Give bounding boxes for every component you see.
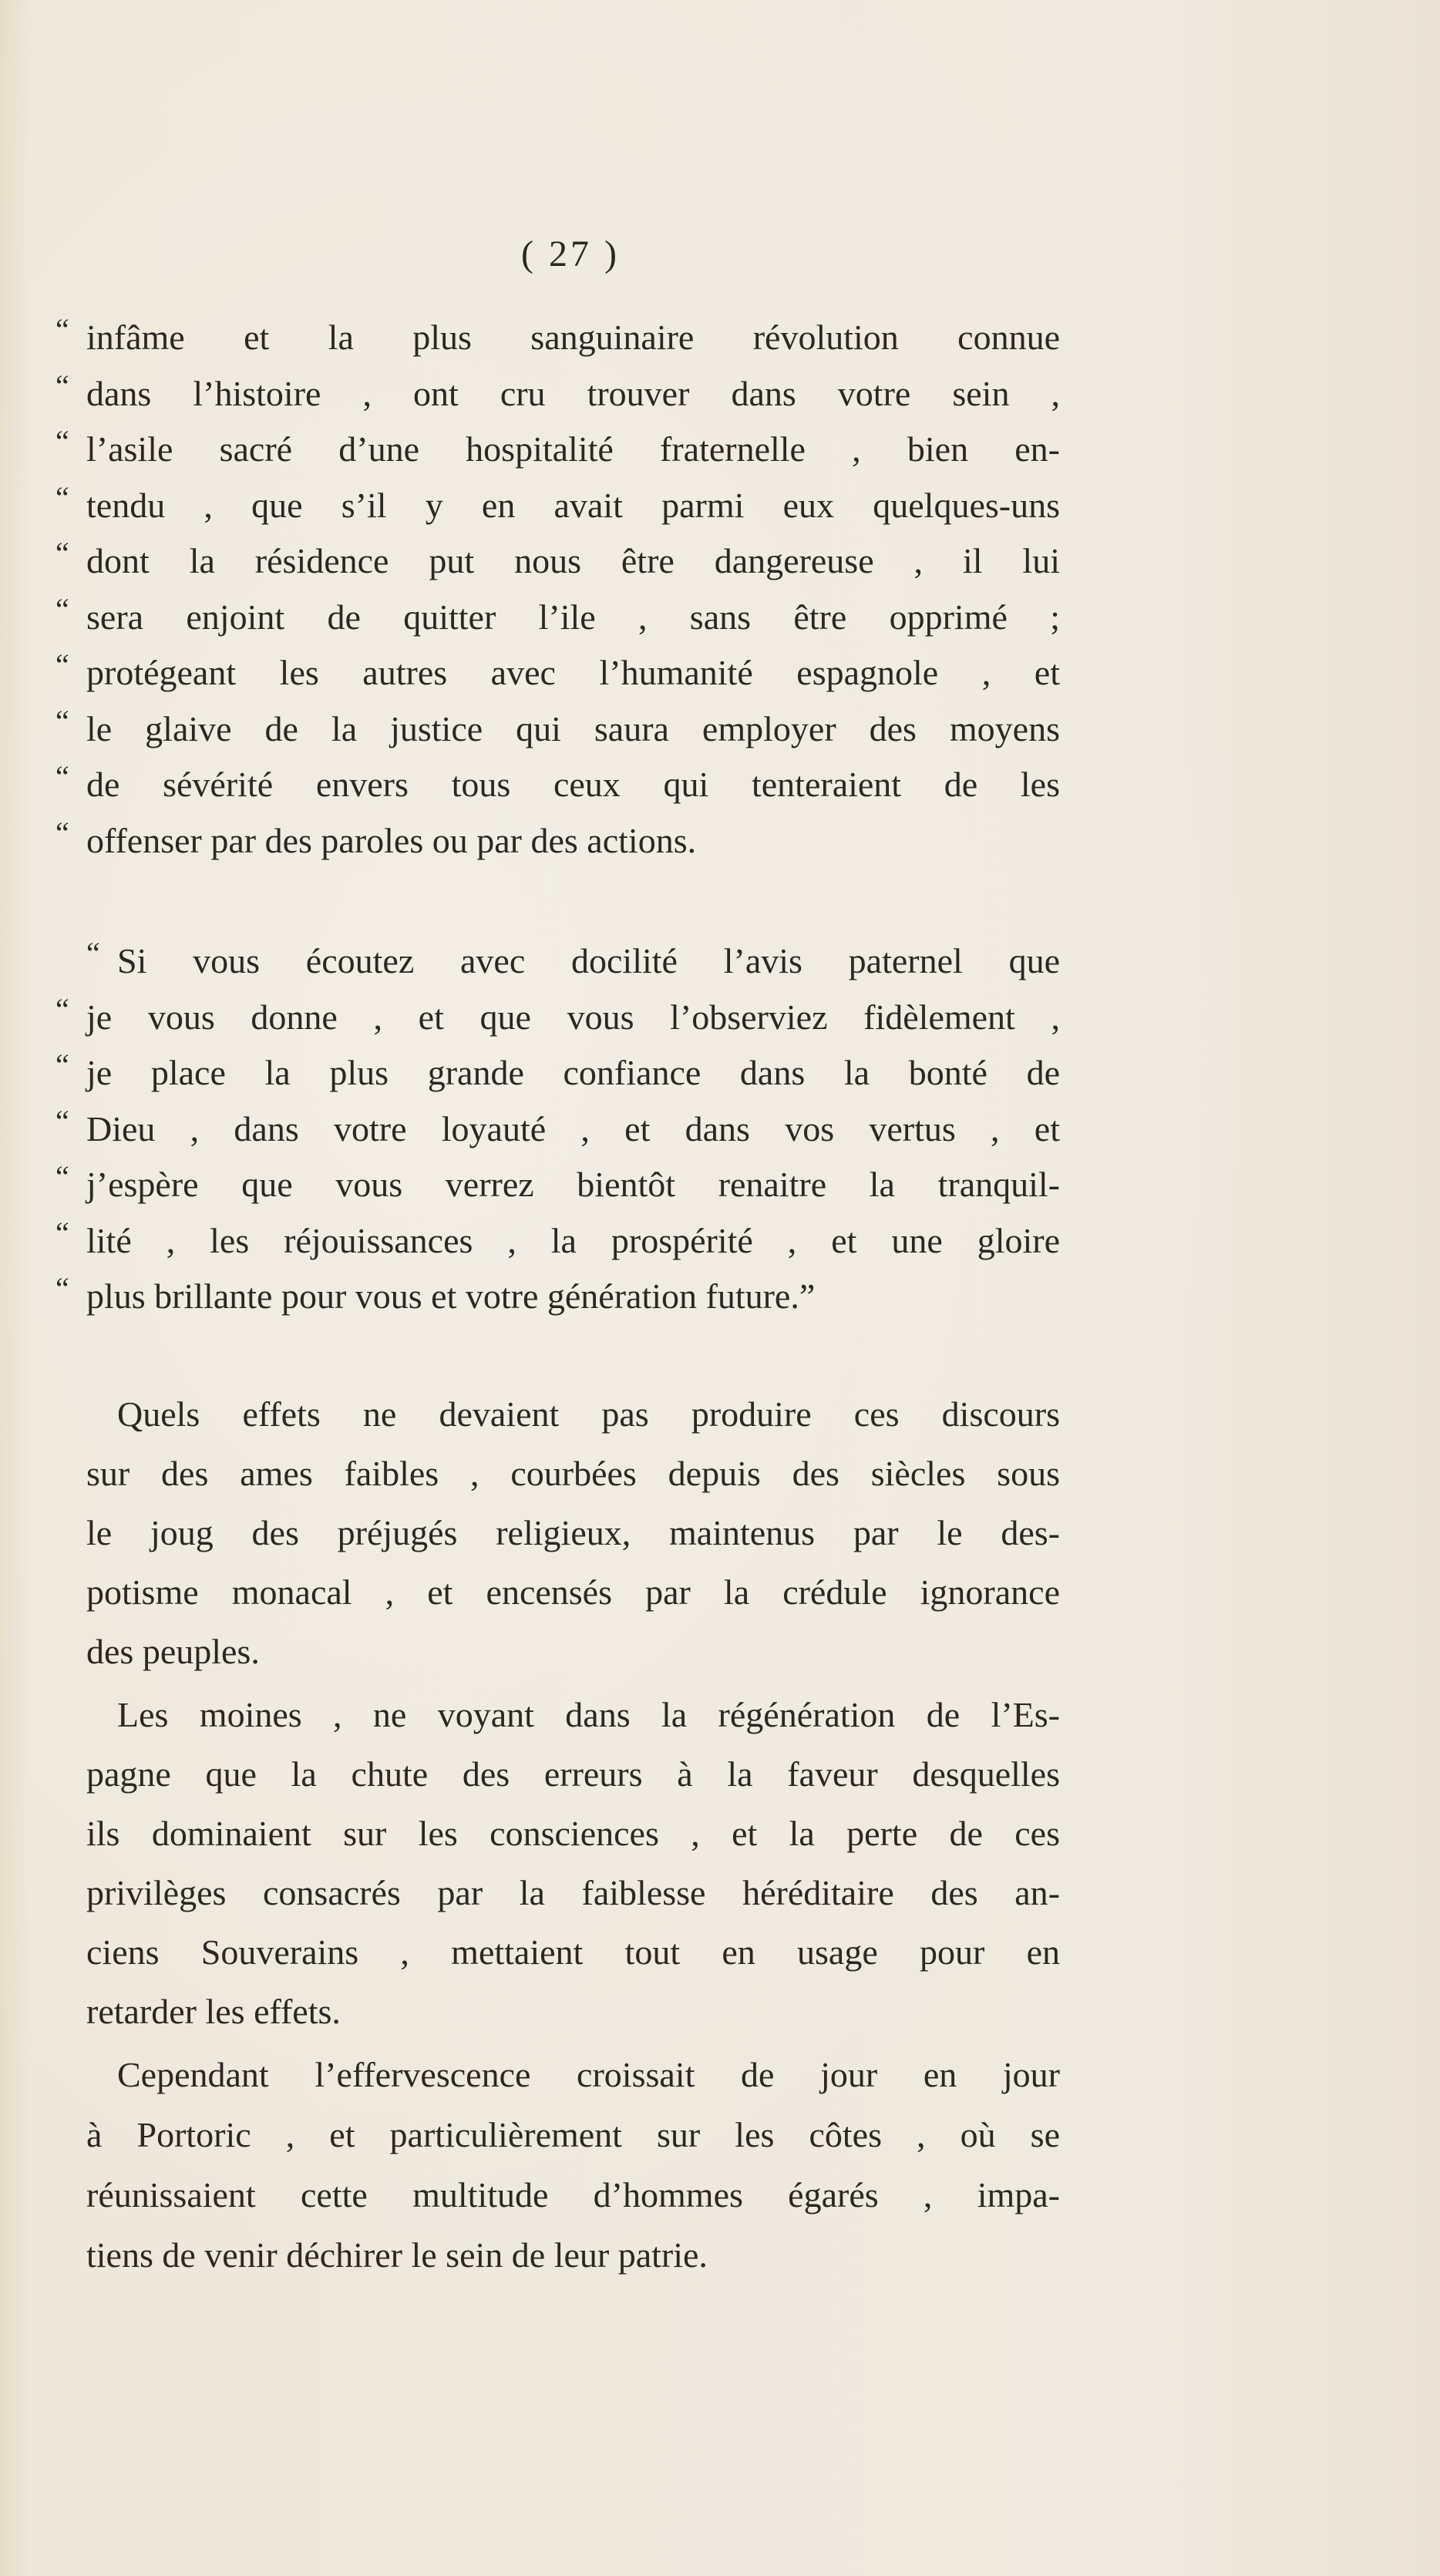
quote-mark: “ xyxy=(56,479,69,515)
line-text: je vous donne , et que vous l’observiez fidèlement , xyxy=(86,997,1060,1037)
line-text: retarder les effets. xyxy=(86,1992,341,2031)
line-text: réunissaient cette multitude d’hommes égarés , impa- xyxy=(86,2175,1060,2214)
quote-mark: “ xyxy=(56,991,69,1027)
line-text: Les moines , ne voyant dans la régénération de l’Es- xyxy=(117,1695,1060,1734)
text-line xyxy=(86,938,1060,984)
line-text: sera enjoint de quitter l’ile , sans être opprimé ; xyxy=(86,597,1060,637)
quote-mark: “ xyxy=(56,424,69,459)
text-line xyxy=(56,479,1060,529)
text-line xyxy=(86,1569,1060,1616)
line-text: privilèges consacrés par la faiblesse héréditaire des an- xyxy=(86,1873,1060,1912)
line-text: sur des ames faibles , courbées depuis des siècles sous xyxy=(86,1454,1060,1493)
quote-mark: “ xyxy=(56,536,69,570)
line-text: l’asile sacré d’une hospitalité fraternelle , bien en- xyxy=(86,429,1060,469)
quote-mark: “ xyxy=(56,1103,69,1138)
text-line xyxy=(86,2112,1060,2158)
text-line xyxy=(86,1870,1060,1916)
line-text: je place la plus grande confiance dans la bonté de xyxy=(86,1053,1060,1092)
line-text: Cependant l’effervescence croissait de jour en jour xyxy=(117,2055,1060,2094)
text-line xyxy=(86,1751,1060,1797)
quote-mark: “ xyxy=(56,1215,69,1250)
quote-mark: “ xyxy=(56,703,69,738)
quote-mark: “ xyxy=(56,759,69,794)
text-line xyxy=(86,2052,1060,2098)
text-line xyxy=(86,2232,1060,2278)
text-line xyxy=(86,1989,1060,2035)
line-text: Si vous écoutez avec docilité l’avis paternel que xyxy=(117,941,1060,980)
text-line xyxy=(56,815,1060,864)
text-line xyxy=(56,1271,1060,1320)
quote-mark: “ xyxy=(86,936,100,970)
line-text: lité , les réjouissances , la prospérité , et une gloire xyxy=(86,1220,1060,1260)
text-line xyxy=(86,1929,1060,1976)
text-line xyxy=(86,1510,1060,1556)
quote-mark: “ xyxy=(56,591,69,627)
line-text: le glaive de la justice qui saura employer des moyens xyxy=(86,708,1060,748)
text-line xyxy=(86,1451,1060,1497)
text-line xyxy=(86,1629,1060,1675)
text-line xyxy=(56,1159,1060,1208)
line-text: à Portoric , et particulièrement sur les côtes , où se xyxy=(86,2115,1060,2154)
text-line xyxy=(86,1391,1060,1438)
line-text: offenser par des paroles ou par des actions. xyxy=(86,820,697,860)
text-line xyxy=(86,2172,1060,2218)
line-text: plus brillante pour vous et votre génération future.” xyxy=(86,1276,816,1316)
quote-mark: “ xyxy=(56,1048,69,1082)
line-text: dans l’histoire , ont cru trouver dans votre sein , xyxy=(86,373,1060,413)
quote-mark: “ xyxy=(56,312,69,347)
text-line xyxy=(56,647,1060,696)
line-text: potisme monacal , et encensés par la crédule ignorance xyxy=(86,1572,1060,1612)
quote-mark: “ xyxy=(56,1271,69,1306)
quote-mark: “ xyxy=(56,815,69,850)
line-text: pagne que la chute des erreurs à la faveur desquelles xyxy=(86,1754,1060,1794)
line-text: dont la résidence put nous être dangereuse , il lui xyxy=(86,541,1060,580)
text-line xyxy=(56,312,1060,361)
quote-mark: “ xyxy=(56,1159,69,1194)
line-text: Quels effets ne devaient pas produire ces discours xyxy=(117,1394,1060,1434)
line-text: protégeant les autres avec l’humanité espagnole , et xyxy=(86,653,1060,692)
line-text: j’espère que vous verrez bientôt renaitre la tranquil- xyxy=(86,1165,1060,1204)
line-text: tendu , que s’il y en avait parmi eux quelques-uns xyxy=(86,485,1060,525)
line-text: ils dominaient sur les consciences , et la perte de ces xyxy=(86,1814,1060,1853)
text-line xyxy=(56,424,1060,472)
text-line xyxy=(56,368,1060,417)
text-line xyxy=(56,703,1060,752)
page-number: ( 27 ) xyxy=(521,234,620,274)
line-text: Dieu , dans votre loyauté , et dans vos vertus , et xyxy=(86,1108,1060,1148)
line-text: ciens Souverains , mettaient tout en usage pour en xyxy=(86,1932,1060,1972)
line-text: de sévérité envers tous ceux qui tenteraient de les xyxy=(86,765,1060,804)
line-text: des peuples. xyxy=(86,1632,260,1671)
text-line xyxy=(86,1811,1060,1857)
text-line xyxy=(56,759,1060,808)
text-line xyxy=(56,991,1060,1041)
line-text: le joug des préjugés religieux, maintenus par le des- xyxy=(86,1513,1060,1552)
text-line xyxy=(56,591,1060,641)
text-line xyxy=(86,1692,1060,1738)
quote-mark: “ xyxy=(56,647,69,682)
text-line xyxy=(56,536,1060,584)
text-line xyxy=(56,1048,1060,1096)
text-line xyxy=(56,1215,1060,1264)
line-text: infâme et la plus sanguinaire révolution connue xyxy=(86,318,1060,357)
quote-mark: “ xyxy=(56,368,69,403)
line-text: tiens de venir déchirer le sein de leur patrie. xyxy=(86,2235,708,2275)
text-line xyxy=(56,1103,1060,1152)
